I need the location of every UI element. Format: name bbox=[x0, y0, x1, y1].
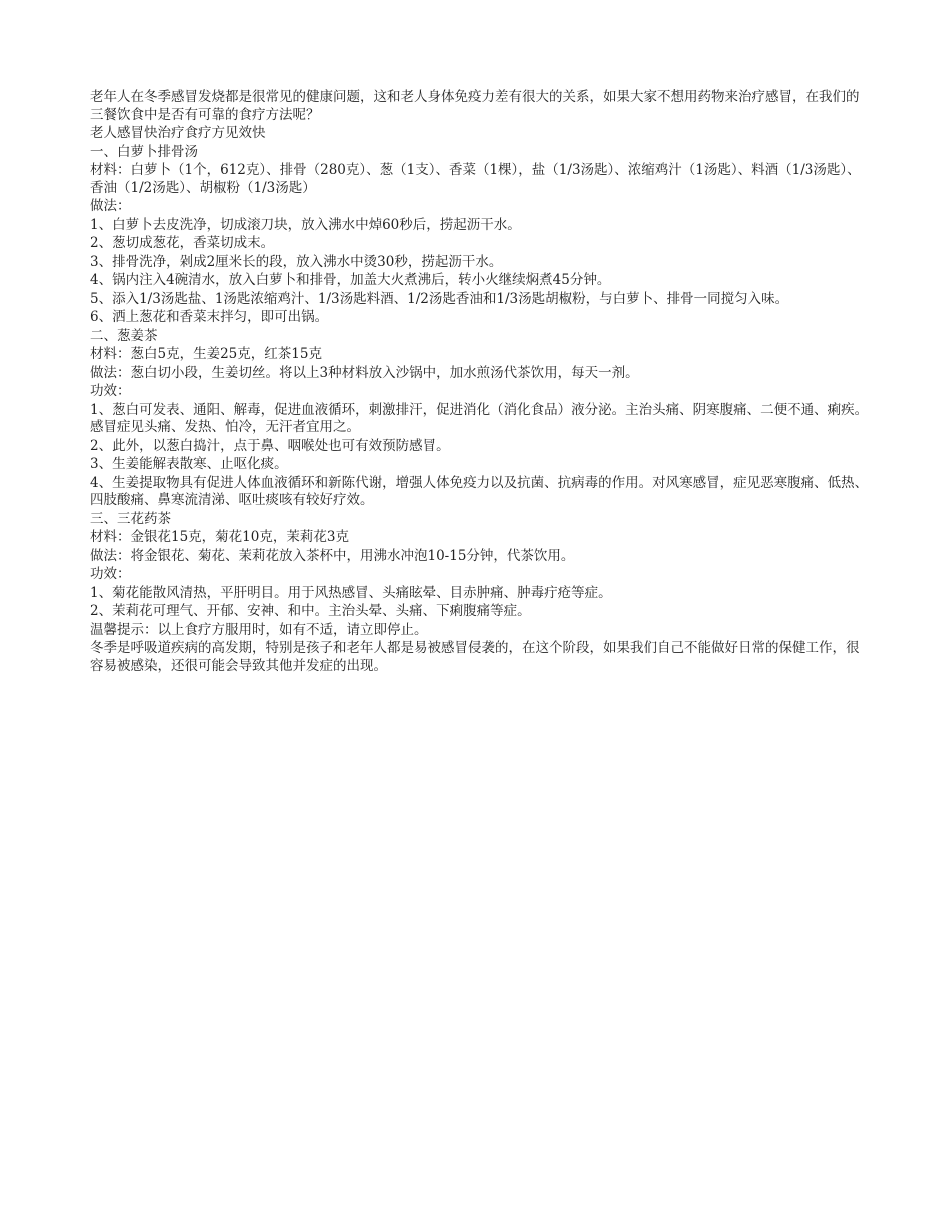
effect-2-1: 1、葱白可发表、通阳、解毒，促进血液循环，刺激排汗，促进消化（消化食品）液分泌。主治头痛、阴寒腹痛、二便不通、痢疾。感冒症见头痛、发热、怕冷，无汗者宜用之。 bbox=[90, 401, 869, 435]
article-title: 老人感冒快治疗食疗方见效快 bbox=[90, 125, 266, 141]
method-3: 做法：将金银花、菊花、茉莉花放入茶杯中，用沸水冲泡10-15分钟，代茶饮用。 bbox=[90, 547, 575, 564]
step-1-4: 4、锅内注入4碗清水，放入白萝卜和排骨，加盖大火煮沸后，转小火继续焖煮45分钟。 bbox=[90, 272, 611, 288]
ingredients-1: 材料：白萝卜（1个，612克）、排骨（280克）、葱（1支）、香菜（1棵），盐（1/3汤匙）、浓缩鸡汁（1汤匙）、料酒（1/3汤匙）、香油（1/2汤匙）、胡椒粉（1/3汤匙） bbox=[90, 162, 861, 196]
step-1-1: 1、白萝卜去皮洗净，切成滚刀块，放入沸水中焯60秒后，捞起沥干水。 bbox=[90, 216, 521, 233]
method-2: 做法：葱白切小段，生姜切丝。将以上3种材料放入沙锅中，加水煎汤代茶饮用，每天一剂。 bbox=[90, 364, 639, 381]
ingredients-2: 材料：葱白5克，生姜25克，红茶15克 bbox=[90, 346, 322, 362]
step-1-3: 3、排骨洗净，剁成2厘米长的段，放入沸水中烫30秒，捞起沥干水。 bbox=[90, 253, 503, 270]
closing-paragraph: 冬季是呼吸道疾病的高发期，特别是孩子和老年人都是易被感冒侵袭的，在这个阶段，如果我们自己不能做好日常的保健工作，很容易被感染，还很可能会导致其他并发症的出现。 bbox=[90, 640, 860, 674]
section-heading-3: 三、三花药茶 bbox=[90, 510, 171, 527]
effects-label-3: 功效： bbox=[90, 566, 131, 582]
effect-3-1: 1、菊花能散风清热，平肝明目。用于风热感冒、头痛眩晕、目赤肿痛、肿毒疔疮等症。 bbox=[90, 584, 612, 601]
method-label-1: 做法： bbox=[90, 198, 131, 214]
effect-2-2: 2、此外，以葱白捣汁，点于鼻、咽喉处也可有效预防感冒。 bbox=[90, 437, 450, 454]
step-1-2: 2、葱切成葱花，香菜切成末。 bbox=[90, 235, 275, 251]
step-1-6: 6、洒上葱花和香菜末拌匀，即可出锅。 bbox=[90, 309, 329, 325]
effect-2-3: 3、生姜能解表散寒、止呕化痰。 bbox=[90, 456, 288, 472]
effect-2-4: 4、生姜提取物具有促进人体血液循环和新陈代谢，增强人体免疫力以及抗菌、抗病毒的作用。对风寒感冒，症见恶寒腹痛、低热、四肢酸痛、鼻寒流清涕、呕吐痰咳有较好疗效。 bbox=[90, 474, 869, 508]
effect-3-2: 2、茉莉花可理气、开郁、安神、和中。主治头晕、头痛、下痢腹痛等症。 bbox=[90, 603, 531, 619]
intro-paragraph: 老年人在冬季感冒发烧都是很常见的健康问题，这和老人身体免疫力差有很大的关系，如果大家不想用药物来治疗感冒，在我们的三餐饮食中是否有可靠的食疗方法呢？ bbox=[90, 89, 860, 123]
step-1-5: 5、添入1/3汤匙盐、1汤匙浓缩鸡汁、1/3汤匙料酒、1/2汤匙香油和1/3汤匙胡椒粉，与白萝卜、排骨一同搅匀入味。 bbox=[90, 290, 789, 307]
effects-label-2: 功效： bbox=[90, 383, 131, 399]
document-body bbox=[90, 89, 870, 676]
section-heading-2: 二、葱姜茶 bbox=[90, 327, 158, 344]
ingredients-3: 材料：金银花15克，菊花10克，茉莉花3克 bbox=[90, 529, 349, 545]
section-heading-1: 一、白萝卜排骨汤 bbox=[90, 143, 198, 160]
warm-tip: 温馨提示：以上食疗方服用时，如有不适，请立即停止。 bbox=[90, 621, 428, 638]
